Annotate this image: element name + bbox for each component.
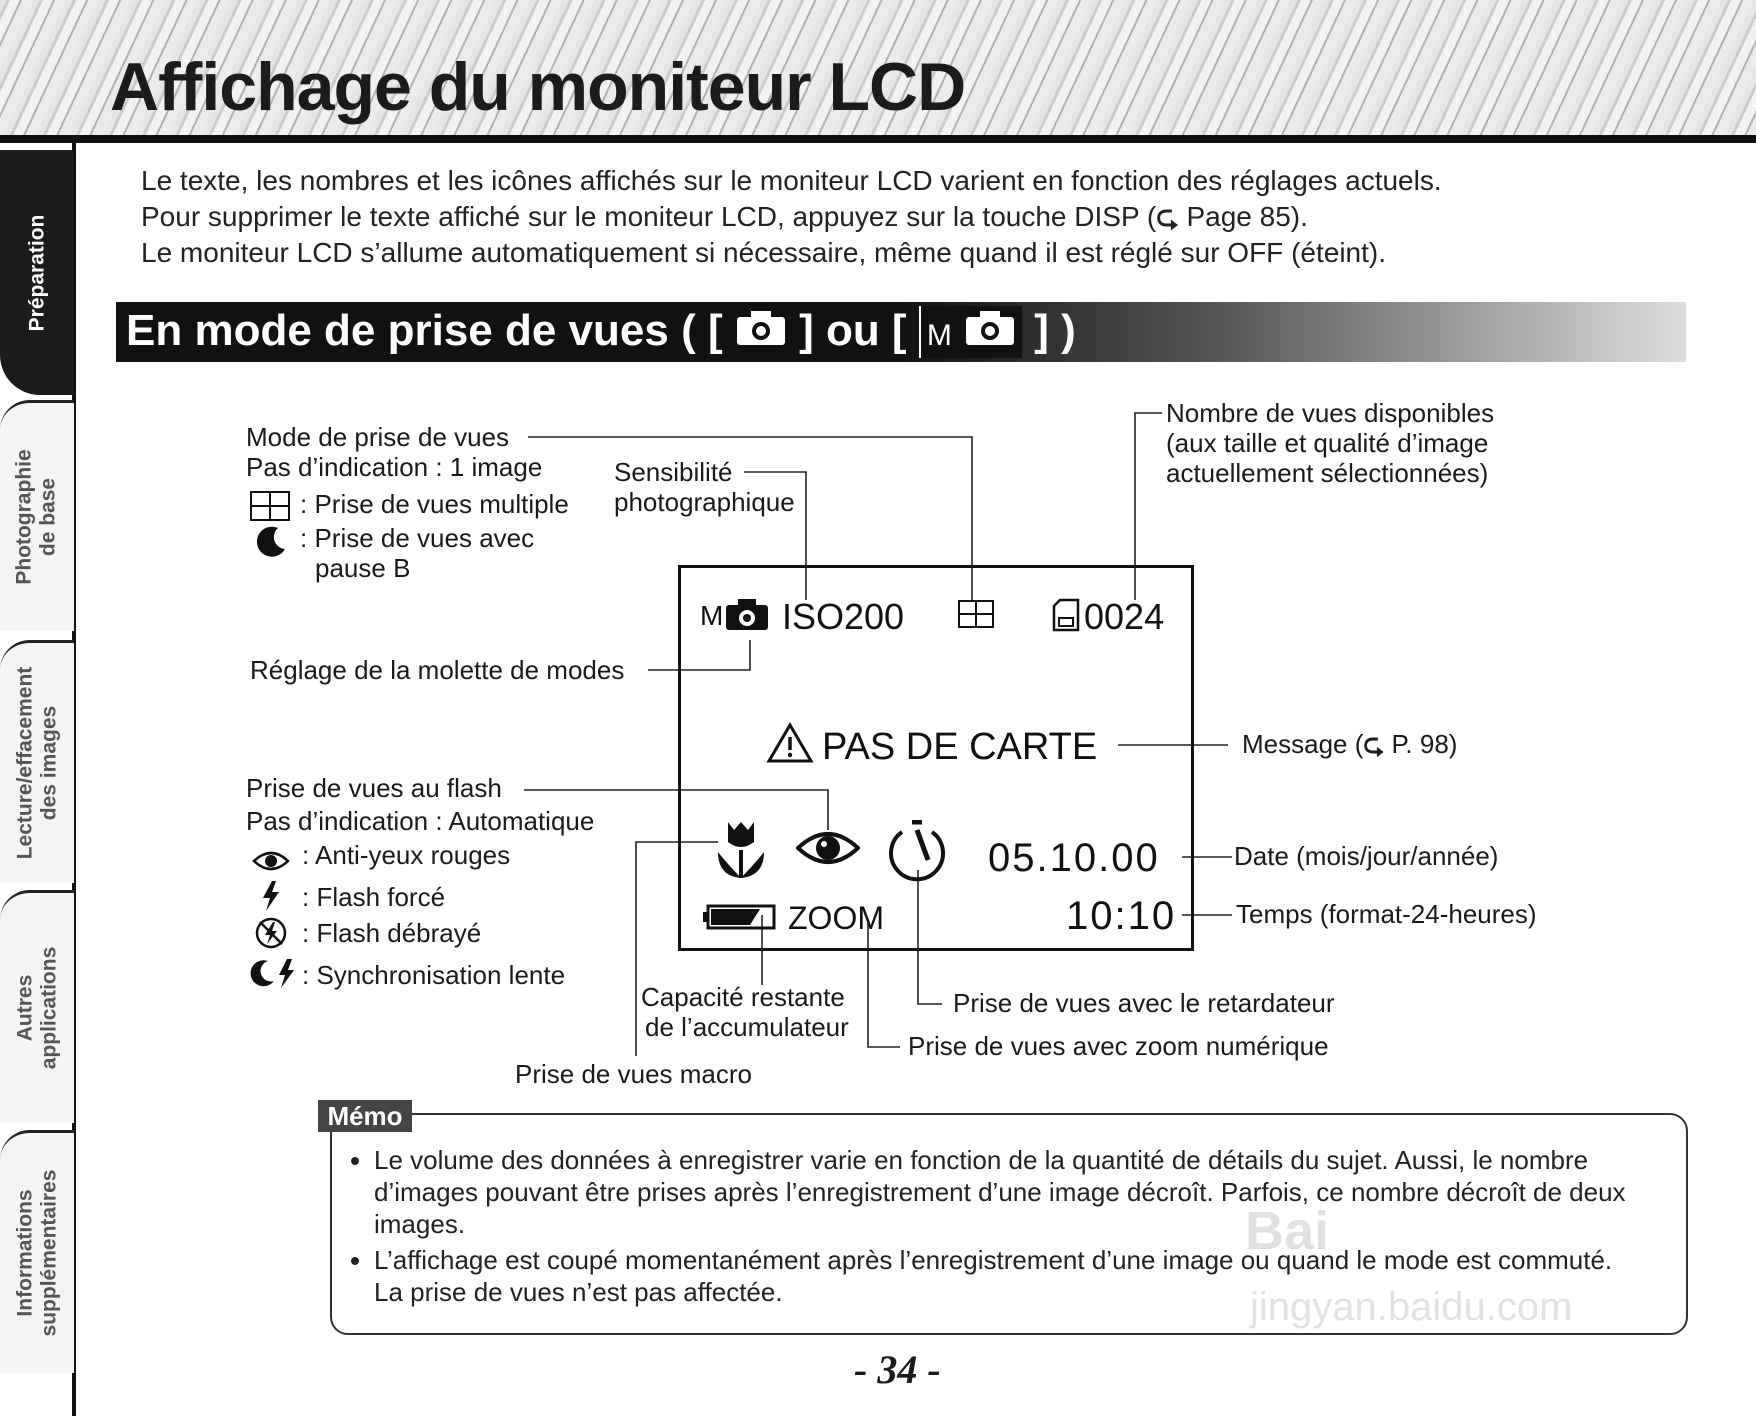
label-message [1242, 729, 1457, 759]
label-count-2: (aux taille et qualité d’image [1166, 428, 1489, 458]
moon-icon [254, 525, 288, 564]
label-count: Nombre de vues disponibles [1166, 398, 1495, 428]
intro-line: Le moniteur LCD s’allume automatiquement si nécessaire, même quand il est réglé sur OFF (éteint). [141, 237, 1386, 268]
label-macro: Prise de vues macro [515, 1059, 752, 1089]
label-time: Temps (format-24-heures) [1236, 899, 1537, 929]
label-mode-bulb: : Prise de vues avec [300, 523, 535, 553]
warning-icon [766, 722, 814, 769]
label-flash-title: Prise de vues au flash [246, 773, 502, 803]
label-dial: Réglage de la molette de modes [250, 655, 625, 685]
macro-icon [714, 820, 768, 885]
flash-off-icon [254, 916, 288, 955]
multi-shot-icon [250, 491, 290, 526]
memo-tag: Mémo [318, 1100, 412, 1132]
label-flash-off: : Flash débrayé [302, 918, 482, 948]
tab-label: Préparation [25, 214, 49, 331]
watermark-logo: Bai [1245, 1201, 1330, 1261]
page-ref-icon: ⮎ [1363, 729, 1385, 759]
tab-label: Informations supplémentaires [13, 1169, 61, 1337]
label-sensitivity: Sensibilité [614, 457, 733, 487]
page-number: - 34 - [854, 1347, 941, 1392]
intro-line: Le texte, les nombres et les icônes affichés sur le moniteur LCD varient en fonction des réglages actuels. [141, 165, 1442, 196]
page-title: Affichage du moniteur LCD [110, 49, 966, 125]
lcd-count: 0024 [1084, 596, 1165, 637]
watermark-url: jingyan.baidu.com [1250, 1285, 1573, 1329]
tab-label: Autres applications [13, 946, 60, 1070]
label-timer: Prise de vues avec le retardateur [953, 988, 1335, 1018]
tab-label: Lecture/effacement des images [13, 666, 61, 860]
lcd-zoom: ZOOM [788, 900, 884, 936]
tab-label: Photographie de base [13, 449, 60, 585]
lcd-message: PAS DE CARTE [822, 726, 1098, 768]
battery-icon [702, 904, 776, 935]
red-eye-icon [796, 826, 860, 875]
label-mode-title: Mode de prise de vues [246, 422, 510, 452]
label-flash-forced: : Flash forcé [302, 882, 446, 912]
label-sensitivity-2: photographique [614, 487, 795, 517]
page-ref-icon: ⮎ [1156, 201, 1179, 232]
lcd-time: 10:10 [1066, 894, 1177, 938]
camera-icon [724, 598, 770, 637]
section-title-c: ] ) [1034, 306, 1076, 355]
memory-card-icon [1052, 598, 1080, 637]
label-flash-none: Pas d’indication : Automatique [246, 806, 595, 836]
label-date: Date (mois/jour/année) [1234, 841, 1499, 871]
lcd-date: 05.10.00 [988, 836, 1160, 880]
label-mode-none: Pas d’indication : 1 image [246, 452, 543, 482]
section-title-a: En mode de prise de vues ( [ [126, 306, 723, 355]
slow-sync-icon [246, 958, 298, 995]
memo-item: • Le volume des données à enregistrer varie en fonction de la quantité de détails du sujet. Aussi, le nombre d’images pouvant être prises après l’enregistrement d’une image décroît. Parfois, ce nombre décroît de deux images. [374, 1144, 1648, 1240]
label-message-b: P. 98) [1384, 729, 1458, 759]
section-title-b: ] ou [ [799, 306, 907, 355]
label-mode-bulb-2: pause B [315, 553, 411, 583]
flash-icon [260, 880, 282, 917]
intro-text-a: Pour supprimer le texte affiché sur le moniteur LCD, appuyez sur la touche DISP ( [141, 201, 1157, 232]
lcd-iso: ISO200 [782, 596, 905, 637]
label-battery-2: de l’accumulateur [645, 1012, 849, 1042]
label-zoom: Prise de vues avec zoom numérique [908, 1031, 1329, 1061]
intro-text-b: Page 85). [1178, 201, 1308, 232]
label-flash-red-eye: : Anti-yeux rouges [302, 840, 511, 870]
label-mode-multi: : Prise de vues multiple [300, 489, 569, 519]
label-battery: Capacité restante [641, 982, 845, 1012]
label-message-a: Message ( [1242, 729, 1364, 759]
memo-item: • L’affichage est coupé momentanément après l’enregistrement d’une image ou quand le mode est commuté. La prise de vues n’est pas affectée. [374, 1244, 1648, 1308]
manual-m-label: M [926, 319, 952, 352]
label-flash-slow: : Synchronisation lente [302, 960, 566, 990]
self-timer-icon [888, 820, 946, 887]
red-eye-icon [252, 848, 290, 879]
label-count-3: actuellement sélectionnées) [1166, 458, 1489, 488]
lcd-mode-m: M [700, 600, 724, 631]
multi-shot-icon [958, 600, 994, 633]
